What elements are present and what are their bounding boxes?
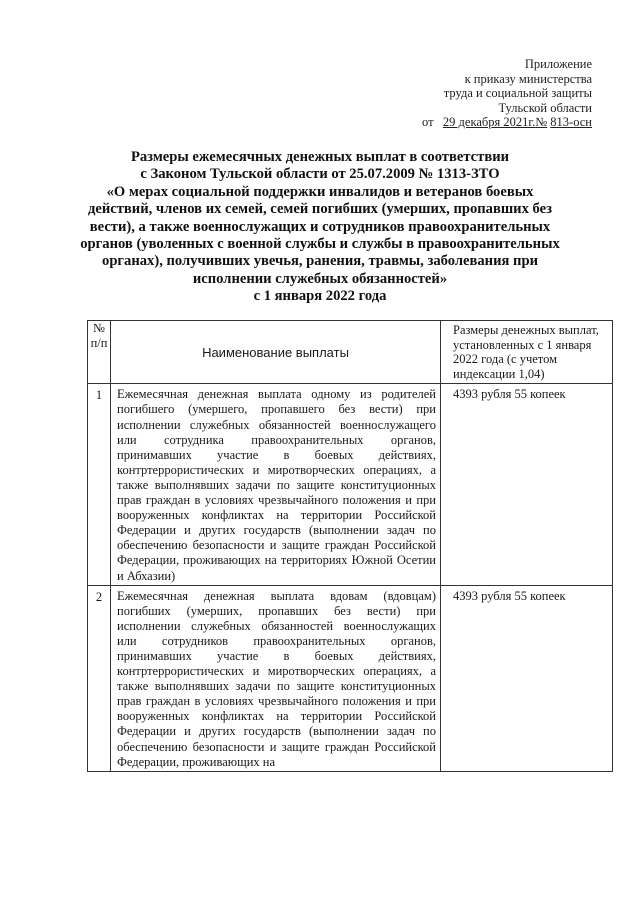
header-name: Наименование выплаты [111,321,441,384]
appendix-line: Тульской области [498,100,592,115]
row-number: 1 [88,384,111,585]
title-line: органов (уволенных с военной службы и службы в правоохранительных [80,236,560,253]
row-number: 2 [88,585,111,771]
title-line: Размеры ежемесячных денежных выплат в соответствии [130,149,510,165]
appendix-line: Приложение [524,57,592,71]
appendix-order-line [422,115,592,130]
document-title [0,149,640,306]
table-row [88,384,613,585]
row-description: Ежемесячная денежная выплата вдовам (вдовцам) погибших (умерших, пропавших без вести) при исполнении служебных обязанностей военнослужащих или сотрудников правоохранительных органов, принимавших участие в боевых действиях, контртеррористических и миротворческих операциях, а также выполнявших задачи по защите конституционных прав граждан в условиях чрезвычайного положения и при вооруженных конфликтах на территории Российской Федерации и других государств (выполнении задач по обеспечению безопасности и защите граждан Российской Федерации, проживающих на [111,585,441,771]
payments-table [87,320,613,772]
table-row [88,585,613,771]
appendix-order-date: 29 декабря 2021г. [442,115,536,130]
row-description: Ежемесячная денежная выплата одному из родителей погибшего (умершего, пропавшего без вести) при исполнении служебных обязанностей военнослужащего или сотрудника правоохранительных органов, принимавших участие в боевых действиях, контртеррористических и миротворческих операциях, а также выполнявших задачи по защите конституционных прав граждан в условиях чрезвычайного положения и при вооруженных конфликтах на территории Российской Федерации и других государств (выполнении задач по обеспечению безопасности и защите граждан Российской Федерации, проживающих на территориях Южной Осетии и Абхазии) [111,384,441,585]
row-amount: 4393 рубля 55 копеек [441,585,613,771]
appendix-line: к приказу министерства [464,71,592,86]
row-amount: 4393 рубля 55 копеек [441,384,613,585]
appendix-order-num-label: № [535,115,548,130]
title-line: действий, членов их семей, семей погибших (умерших, пропавших без [88,201,552,218]
title-line: «О мерах социальной поддержки инвалидов и ветеранов боевых [106,183,534,200]
title-line: органах), получивших увечья, ранения, травмы, заболевания при [102,253,538,270]
appendix-block [422,57,592,130]
title-line: с Законом Тульской области от 25.07.2009 № 1313-ЗТО [140,166,500,183]
title-line: вести), а также военнослужащих и сотрудников правоохранительных [89,218,551,235]
appendix-order-number: 813-осн [550,115,592,130]
table-header-row [88,321,613,384]
appendix-line: труда и социальной защиты [443,86,592,101]
title-line: с 1 января 2022 года [253,288,387,305]
appendix-from-label: от [421,115,434,130]
title-line: исполнении служебных обязанностей» [192,270,448,287]
header-amount: Размеры денежных выплат, установленных с 1 января 2022 года (с учетом индексации 1,04) [441,321,613,384]
header-num: № п/п [88,321,111,384]
